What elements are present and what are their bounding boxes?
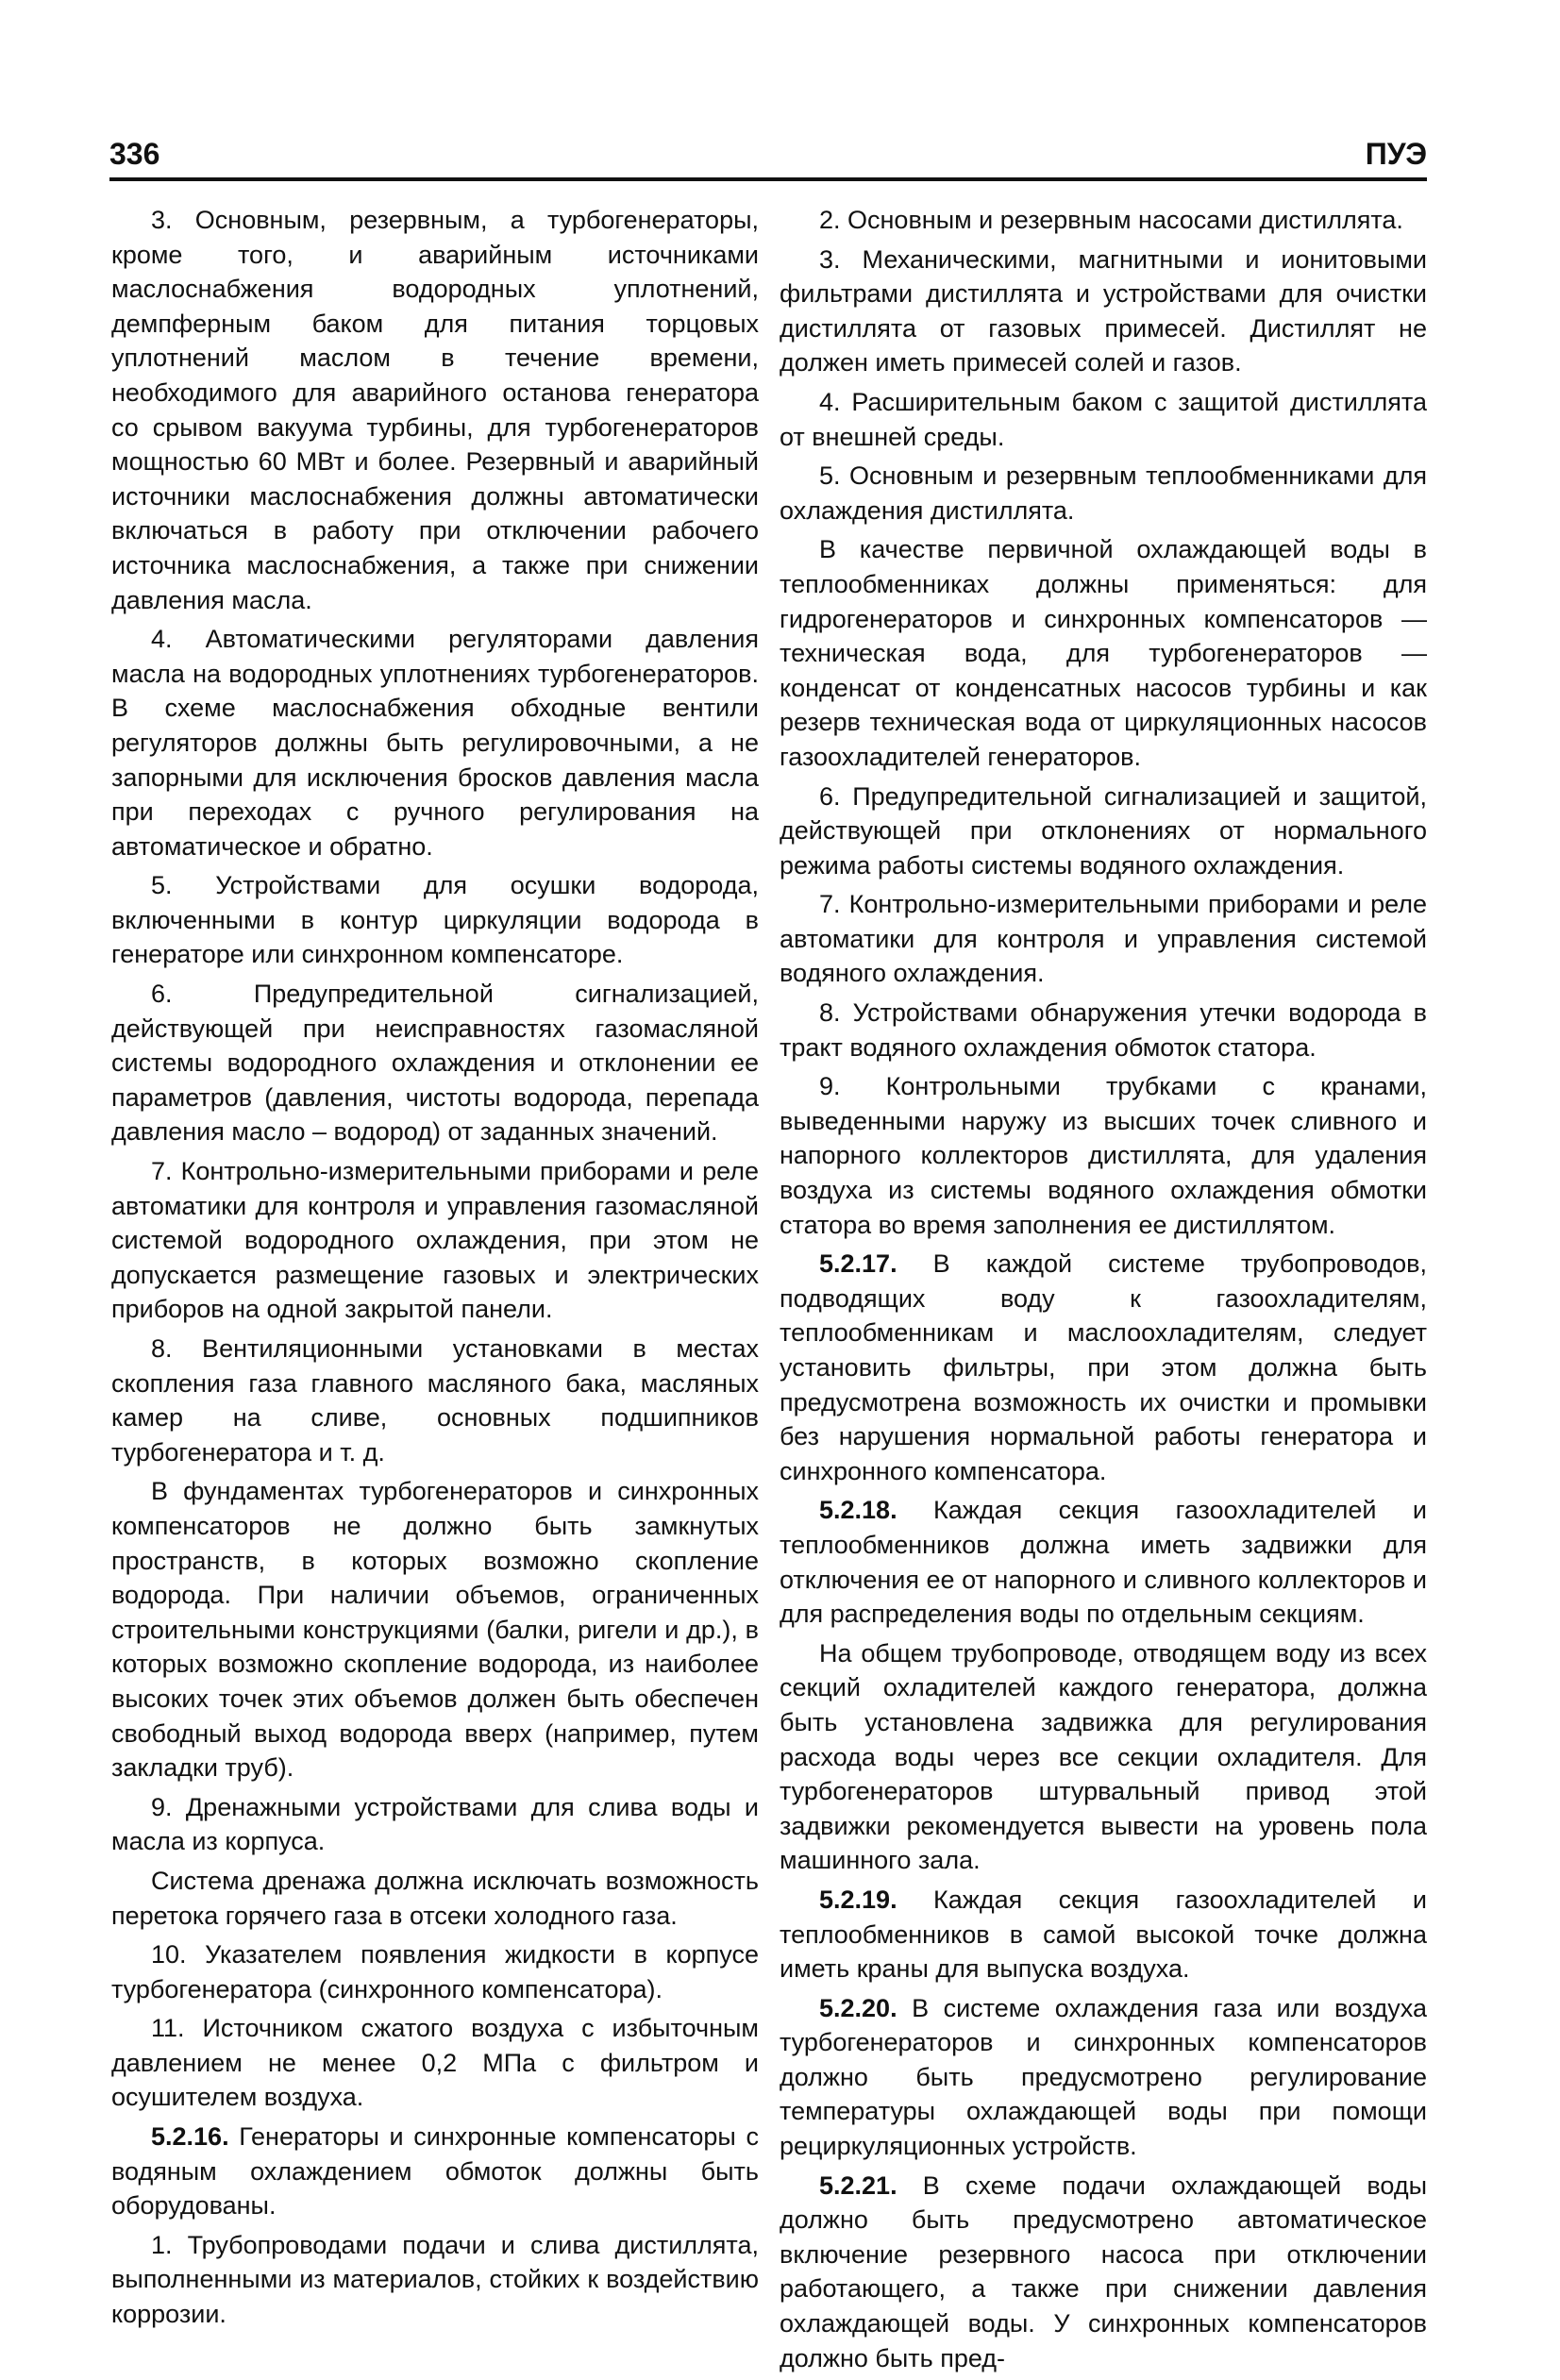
paragraph: 4. Расширительным баком с защитой дистиллята от внешней среды. — [780, 387, 1427, 451]
paragraph: 6. Предупредительной сигнализацией и защитой, действующей при отклонениях от нормального режима работы системы водяного охлаждения. — [780, 781, 1427, 880]
paragraph: 10. Указателем появления жидкости в корпусе турбогенератора (синхронного компенсатора). — [111, 1940, 759, 2003]
paragraph: В фундаментах турбогенераторов и синхронных компенсаторов не должно быть замкнутых пространств, в которых возможно скопление водорода. При наличии объемов, ограниченных строительными конструкциями (балки, ригели и др.), в которых возможно скопление водорода, из наиболее высоких точек этих объемов должен быть обеспечен свободный выход водорода вверх (например, путем закладки труб). — [111, 1477, 759, 1783]
clause-number: 5.2.20. — [819, 1993, 897, 2022]
clause-number: 5.2.16. — [151, 2122, 229, 2152]
clause-number: 5.2.17. — [819, 1249, 897, 1279]
clause-number: 5.2.21. — [819, 2170, 897, 2200]
clause-5-2-18: 5.2.18. Каждая секция газоохладителей и теплообменников должна иметь задвижки для отключения ее от напорного и сливного коллекторов и для распределения воды по отдельным секциям. — [780, 1496, 1427, 1629]
paragraph: 3. Механическими, магнитными и ионитовыми фильтрами дистиллята и устройствами для очистки дистиллята от газовых примесей. Дистиллят не должен иметь примесей солей и газов. — [780, 244, 1427, 377]
running-title: ПУЭ — [1365, 137, 1427, 171]
page-header — [109, 132, 1427, 181]
paragraph: 5. Устройствами для осушки водорода, включенными в контур циркуляции водорода в генераторе или синхронном компенсаторе. — [111, 871, 759, 969]
page-number: 336 — [109, 137, 160, 171]
paragraph: На общем трубопроводе, отводящем воду из всех секций охладителей каждого генератора, должна быть установлена задвижка для регулирования расхода воды через все секции охладителя. Для турбогенераторов штурвальный привод этой задвижки рекомендуется вывести на уровень пола машинного зала. — [780, 1638, 1427, 1875]
right-column — [780, 203, 1427, 2380]
clause-number: 5.2.19. — [819, 1885, 897, 1914]
paragraph: 9. Контрольными трубками с кранами, выведенными наружу из высших точек сливного и напорного коллекторов дистиллята, для удаления воздуха из системы водяного охлаждения обмотки статора во время заполнения ее дистиллятом. — [780, 1072, 1427, 1239]
paragraph: 1. Трубопроводами подачи и слива дистиллята, выполненными из материалов, стойких к воздействию коррозии. — [111, 2230, 759, 2329]
clause-5-2-21: 5.2.21. В схеме подачи охлаждающей воды должно быть предусмотрено автоматическое включение резервного насоса при отключении работающего, а также при снижении давления охлаждающей воды. У синхронных компенсаторов должно быть пред- — [780, 2170, 1427, 2372]
clause-5-2-19: 5.2.19. Каждая секция газоохладителей и теплообменников в самой высокой точке должна иметь краны для выпуска воздуха. — [780, 1885, 1427, 1984]
clause-5-2-17: 5.2.17. В каждой системе трубопроводов, подводящих воду к газоохладителям, теплообменникам и маслоохладителям, следует установить фильтры, при этом должна быть предусмотрена возможность их очистки и промывки без нарушения нормальной работы генератора и синхронного компенсатора. — [780, 1249, 1427, 1485]
paragraph: 6. Предупредительной сигнализацией, действующей при неисправностях газомасляной системы водородного охлаждения и отклонении ее параметров (давления, чистоты водорода, перепада давления масло – водород) от заданных значений. — [111, 980, 759, 1147]
clause-5-2-16: 5.2.16. Генераторы и синхронные компенсаторы с водяным охлаждением обмоток должны быть оборудованы. — [111, 2122, 759, 2221]
left-column — [111, 203, 759, 2337]
paragraph: 3. Основным, резервным, а турбогенераторы, кроме того, и аварийным источниками маслоснабжения водородных уплотнений, демпферным баком для питания торцовых уплотнений маслом в течение времени, необходимого для аварийного останова генератора со срывом вакуума турбины, для турбогенераторов мощностью 60 МВт и более. Резервный и аварийный источники маслоснабжения должны автоматически включаться в работу при отключении рабочего источника маслоснабжения, а также при снижении давления масла. — [111, 206, 759, 614]
paragraph: 9. Дренажными устройствами для слива воды и масла из корпуса. — [111, 1792, 759, 1856]
paragraph: 5. Основным и резервным теплообменниками для охлаждения дистиллята. — [780, 461, 1427, 525]
paragraph: Система дренажа должна исключать возможность перетока горячего газа в отсеки холодного газа. — [111, 1866, 759, 1930]
paragraph: 2. Основным и резервным насосами дистиллята. — [819, 206, 1403, 234]
paragraph: 7. Контрольно-измерительными приборами и реле автоматики для контроля и управления системой водяного охлаждения. — [780, 890, 1427, 988]
paragraph: 11. Источником сжатого воздуха с избыточным давлением не менее 0,2 МПа с фильтром и осушителем воздуха. — [111, 2014, 759, 2112]
paragraph: В качестве первичной охлаждающей воды в теплообменниках должны применяться: для гидрогенераторов и синхронных компенсаторов — техническая вода, для турбогенераторов — конденсат от конденсатных насосов турбины и как резерв техническая вода от циркуляционных насосов газоохладителей генераторов. — [780, 535, 1427, 771]
clause-number: 5.2.18. — [819, 1496, 897, 1525]
clause-5-2-20: 5.2.20. В системе охлаждения газа или воздуха турбогенераторов и синхронных компенсаторов должно быть предусмотрено регулирование температуры охлаждающей воды при помощи рециркуляционных устройств. — [780, 1993, 1427, 2161]
paragraph: 8. Вентиляционными установками в местах скопления газа главного масляного бака, масляных камер на сливе, основных подшипников турбогенератора и т. д. — [111, 1334, 759, 1467]
paragraph: 7. Контрольно-измерительными приборами и реле автоматики для контроля и управления газомасляной системой водородного охлаждения, при этом не допускается размещение газовых и электрических приборов на одной закрытой панели. — [111, 1157, 759, 1324]
paragraph: 4. Автоматическими регуляторами давления масла на водородных уплотнениях турбогенераторов. В схеме маслоснабжения обходные вентили регуляторов должны быть регулировочными, а не запорными для исключения бросков давления масла при переходах с ручного регулирования на автоматическое и обратно. — [111, 625, 759, 861]
paragraph: 8. Устройствами обнаружения утечки водорода в тракт водяного охлаждения обмоток статора. — [780, 998, 1427, 1062]
